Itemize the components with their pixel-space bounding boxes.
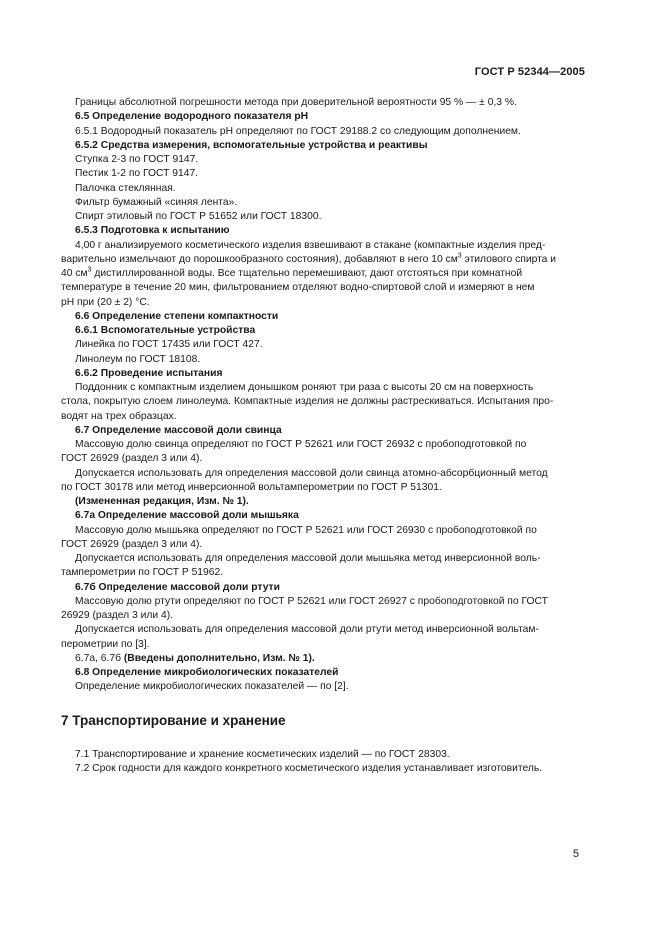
list-item: Спирт этиловый по ГОСТ Р 51652 или ГОСТ 18300.: [75, 211, 322, 222]
paragraph-line: по ГОСТ 30178 или метод инверсионной вольтамперометрии по ГОСТ Р 51301.: [61, 481, 442, 493]
text: варительно измельчают до порошкообразного состояния), добавляют в него 10 см: [61, 253, 458, 265]
section-heading-7: 7 Транспортирование и хранение: [61, 712, 286, 728]
paragraph-line: тамперометрии по ГОСТ Р 51962.: [61, 567, 224, 579]
heading-6-5-2: 6.5.2 Средства измерения, вспомогательные устройства и реактивы: [75, 139, 428, 151]
paragraph-line: Допускается использовать для определения массовой доли свинца атомно-абсорбционный метод: [75, 467, 548, 479]
list-item: Палочка стеклянная.: [75, 182, 176, 194]
superscript: 3: [457, 252, 462, 260]
heading-6-8: 6.8 Определение микробиологических показателей: [75, 667, 339, 678]
heading-6-6-2: 6.6.2 Проведение испытания: [75, 367, 223, 379]
paragraph-line: водят на трех образцах.: [61, 410, 177, 422]
paragraph-line: Массовую долю свинца определяют по ГОСТ Р 52621 или ГОСТ 26932 с пробоподготовкой по: [75, 439, 527, 450]
text: дистиллированной воды. Все тщательно перемешивают, дают отстояться при комнатной: [91, 268, 523, 279]
paragraph-line: ГОСТ 26929 (раздел 3 или 4).: [61, 538, 203, 550]
paragraph-line: Допускается использовать для определения массовой доли мышьяка метод инверсионной воль-: [75, 553, 541, 564]
heading-6-6-1: 6.6.1 Вспомогательные устройства: [75, 325, 256, 336]
paragraph-line: Массовую долю мышьяка определяют по ГОСТ Р 52621 или ГОСТ 26930 с пробоподготовкой по: [75, 524, 537, 536]
paragraph-line: Массовую долю ртути определяют по ГОСТ Р 52621 или ГОСТ 26927 с пробоподготовкой по ГОСТ: [75, 595, 548, 607]
heading-6-7: 6.7 Определение массовой доли свинца: [75, 424, 282, 436]
paragraph-line: 4,00 г анализируемого косметического изделия взвешивают в стакане (компактные изделия пред-: [75, 239, 546, 251]
edition-note: [61, 652, 583, 666]
paragraph-line: 26929 (раздел 3 или 4).: [61, 610, 173, 621]
paragraph-line: [61, 253, 583, 267]
heading-6-7b: 6.7б Определение массовой доли ртути: [75, 581, 280, 593]
list-item: Пестик 1-2 по ГОСТ 9147.: [75, 168, 199, 180]
document-code: ГОСТ Р 52344—2005: [474, 66, 585, 78]
paragraph-line: стола, покрытую слоем линолеума. Компактные изделия не должны растрескиваться. Испытания про-: [61, 396, 554, 408]
superscript: 3: [87, 266, 92, 274]
list-item: Линейка по ГОСТ 17435 или ГОСТ 427.: [75, 339, 263, 351]
list-item: Фильтр бумажный «синяя лента».: [75, 196, 238, 208]
paragraph: Определение микробиологических показателей — по [2].: [75, 681, 349, 693]
paragraph-line: температуре в течение 20 мин, фильтрованием отделяют водно-спиртовой слой и измеряют в нем: [61, 282, 535, 294]
paragraph: 7.2 Срок годности для каждого конкретного косметического изделия устанавливает изготовитель.: [75, 762, 543, 774]
heading-6-7a: 6.7а Определение массовой доли мышьяка: [75, 510, 299, 522]
edition-note: (Измененная редакция, Изм. № 1).: [75, 496, 249, 507]
heading-6-5: 6.5 Определение водородного показателя pH: [75, 111, 309, 123]
text: этилового спирта и: [461, 253, 557, 265]
paragraph-line: [61, 267, 583, 281]
text: 40 см: [61, 268, 88, 279]
page-body: [61, 96, 583, 776]
paragraph: Границы абсолютной погрешности метода при доверительной вероятности 95 % — ± 0,3 %.: [75, 97, 517, 108]
text-bold: (Введены дополнительно, Изм. № 1).: [123, 652, 315, 664]
paragraph-line: Поддонник с компактным изделием донышком роняют три раза с высоты 20 см на поверхность: [75, 382, 534, 393]
paragraph-line: перометрии по [3].: [61, 638, 150, 650]
list-item: Ступка 2-3 по ГОСТ 9147.: [75, 154, 199, 165]
list-item: Линолеум по ГОСТ 18108.: [75, 353, 201, 365]
paragraph: 7.1 Транспортирование и хранение косметических изделий — по ГОСТ 28303.: [75, 748, 450, 760]
heading-6-6: 6.6 Определение степени компактности: [75, 310, 279, 322]
paragraph-line: pH при (20 ± 2) °С.: [61, 296, 150, 308]
text: 6.7а, 6.7б: [75, 652, 124, 664]
heading-6-5-3: 6.5.3 Подготовка к испытанию: [75, 225, 230, 237]
page-number: 5: [572, 848, 579, 860]
paragraph: 6.5.1 Водородный показатель pH определяют по ГОСТ 29188.2 со следующим дополнением.: [75, 125, 521, 137]
paragraph-line: ГОСТ 26929 (раздел 3 или 4).: [61, 453, 203, 465]
paragraph-line: Допускается использовать для определения массовой доли ртути метод инверсионной вольтам-: [75, 624, 539, 636]
